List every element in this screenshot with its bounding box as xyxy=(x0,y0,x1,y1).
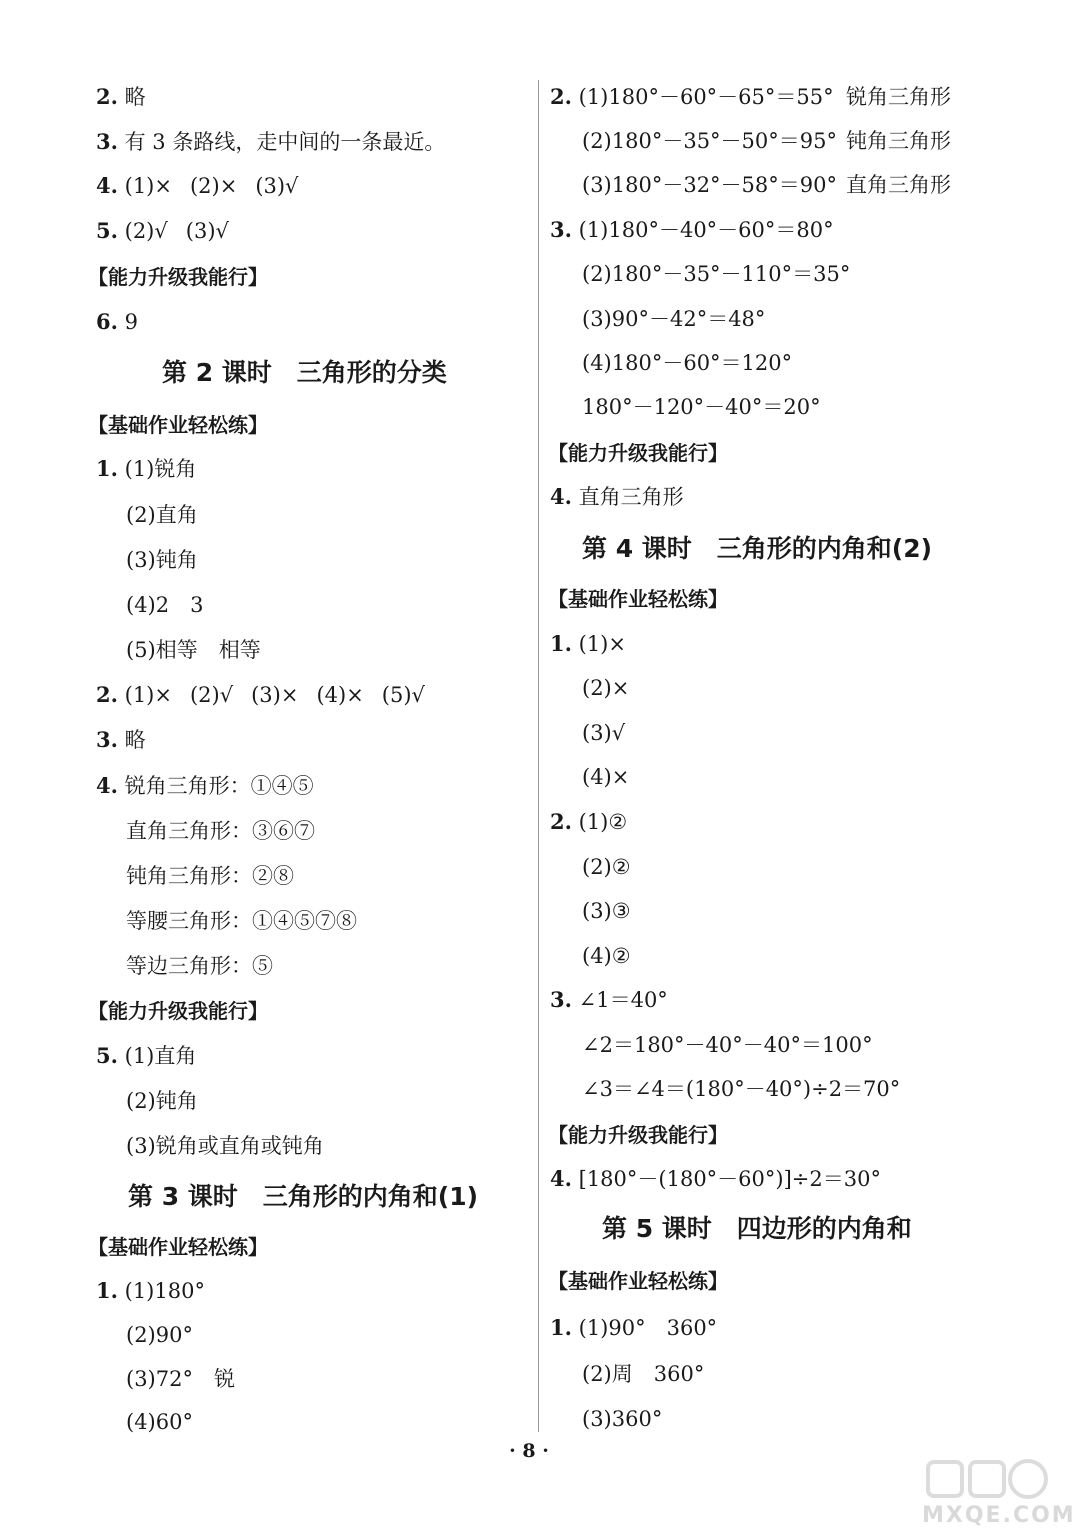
item-number: 6. xyxy=(96,309,118,334)
answer-subitem: (2)② xyxy=(582,855,631,879)
item-number: 2. xyxy=(96,682,118,707)
answer-item xyxy=(96,171,298,201)
answer-subitem: (3)锐角或直角或钝角 xyxy=(126,1134,324,1158)
answer-item xyxy=(550,1164,881,1194)
item-text: 锐角三角形：①④⑤ xyxy=(124,774,314,798)
lesson-title: 第 3 课时 三角形的内角和(1) xyxy=(128,1182,479,1211)
item-number: 5. xyxy=(96,1043,118,1068)
answer-subitem: (3)360° xyxy=(582,1407,663,1431)
answer-subitem: 直角三角形：③⑥⑦ xyxy=(126,819,315,843)
item-number: 1. xyxy=(550,1315,572,1340)
answer-item xyxy=(96,1276,205,1306)
answer-subitem: (4)2 3 xyxy=(126,593,204,617)
answer-subitem: (3)72° 锐 xyxy=(126,1367,235,1391)
answer-subitem: (2)周 360° xyxy=(582,1362,705,1386)
answer-subitem: (5)相等 相等 xyxy=(126,638,261,662)
answer-subitem: (4)② xyxy=(582,944,631,968)
lesson-title: 第 5 课时 四边形的内角和 xyxy=(602,1214,912,1243)
item-text: ∠1＝40° xyxy=(578,988,668,1012)
answer-subitem: (2)180°－35°－50°＝95° xyxy=(582,129,837,153)
answer-item xyxy=(550,482,684,512)
answer-subitem: ∠2＝180°－40°－40°＝100° xyxy=(582,1033,873,1057)
item-part: (1)× xyxy=(124,683,172,707)
item-part: (1)× xyxy=(124,174,172,198)
section-heading: 【基础作业轻松练】 xyxy=(88,413,268,437)
answer-subitem: ∠3＝∠4＝(180°－40°)÷2＝70° xyxy=(582,1077,901,1101)
item-number: 1. xyxy=(96,456,118,481)
item-part: (2)√ xyxy=(189,683,234,707)
section-heading: 【基础作业轻松练】 xyxy=(88,1235,268,1259)
item-number: 1. xyxy=(550,631,572,656)
answer-subitem: 180°－120°－40°＝20° xyxy=(582,395,821,419)
watermark-icon xyxy=(922,1456,1052,1506)
item-number: 1. xyxy=(96,1278,118,1303)
answer-subitem: (2)90° xyxy=(126,1323,193,1347)
lesson-title: 第 2 课时 三角形的分类 xyxy=(162,358,447,387)
answer-item xyxy=(96,454,196,484)
answer-item xyxy=(96,771,314,801)
answer-item xyxy=(550,82,834,112)
answer-note: 锐角三角形 xyxy=(846,85,951,109)
item-text: 有 3 条路线，走中间的一条最近。 xyxy=(124,130,446,154)
section-heading: 【能力升级我能行】 xyxy=(548,441,728,465)
item-text: (1)× xyxy=(578,632,626,656)
item-text: (1)直角 xyxy=(124,1044,197,1068)
item-number: 3. xyxy=(550,987,572,1012)
answer-subitem: 等边三角形：⑤ xyxy=(126,954,273,978)
item-text: (1)锐角 xyxy=(124,457,197,481)
answer-subitem: 等腰三角形：①④⑤⑦⑧ xyxy=(126,909,357,933)
answer-note: 钝角三角形 xyxy=(846,129,951,153)
item-text: 略 xyxy=(124,728,146,752)
answer-subitem: (3)钝角 xyxy=(126,548,198,572)
answer-item xyxy=(550,629,626,659)
item-text: 略 xyxy=(124,85,146,109)
item-number: 2. xyxy=(550,809,572,834)
answer-item xyxy=(550,1313,717,1343)
item-part: (4)× xyxy=(316,683,364,707)
item-text: 直角三角形 xyxy=(578,485,684,509)
answer-subitem: (4)60° xyxy=(126,1410,193,1434)
answer-subitem: (2)钝角 xyxy=(126,1089,198,1113)
page-number: · 8 · xyxy=(509,1440,549,1462)
item-text: [180°－(180°－60°)]÷2＝30° xyxy=(578,1167,881,1191)
column-divider xyxy=(538,80,539,1432)
answer-item xyxy=(96,82,146,112)
answer-item xyxy=(96,307,138,337)
answer-subitem: (3)180°－32°－58°＝90° xyxy=(582,173,837,197)
item-text: (1)180° xyxy=(124,1279,205,1303)
item-part: (2)× xyxy=(189,174,238,198)
item-number: 4. xyxy=(550,1166,572,1191)
item-number: 4. xyxy=(96,773,118,798)
answer-note: 直角三角形 xyxy=(846,173,951,197)
answer-subitem: (4)180°－60°＝120° xyxy=(582,351,793,375)
lesson-title: 第 4 课时 三角形的内角和(2) xyxy=(582,534,933,563)
answer-subitem: (2)180°－35°－110°＝35° xyxy=(582,262,851,286)
answer-item xyxy=(550,807,627,837)
watermark-logo xyxy=(922,1456,1076,1528)
answer-subitem: 钝角三角形：②⑧ xyxy=(126,864,294,888)
item-text: (1)90° 360° xyxy=(578,1316,718,1340)
item-part: (1)180°－60°－65°＝55° xyxy=(578,85,834,109)
item-number: 3. xyxy=(96,129,118,154)
answer-subitem: (3)√ xyxy=(582,721,626,745)
answer-item xyxy=(96,680,425,710)
answer-subitem: (2)× xyxy=(582,676,630,700)
answer-item xyxy=(96,1041,196,1071)
section-heading: 【能力升级我能行】 xyxy=(548,1123,728,1147)
item-text: 9 xyxy=(124,310,138,334)
section-heading: 【基础作业轻松练】 xyxy=(548,1269,728,1293)
item-part: (3)× xyxy=(251,683,299,707)
item-number: 2. xyxy=(96,84,118,109)
answer-item xyxy=(96,127,445,157)
section-heading: 【基础作业轻松练】 xyxy=(548,587,728,611)
answer-subitem: (3)③ xyxy=(582,899,631,923)
item-number: 5. xyxy=(96,218,118,243)
item-part: (2)√ xyxy=(124,219,168,243)
item-text: (1)180°－40°－60°＝80° xyxy=(578,218,834,242)
item-number: 3. xyxy=(96,727,118,752)
item-part: (3)√ xyxy=(255,174,299,198)
item-part: (3)√ xyxy=(185,219,229,243)
watermark-text: MXQE.COM xyxy=(922,1503,1076,1528)
answer-item xyxy=(96,725,146,755)
item-number: 4. xyxy=(96,173,118,198)
item-number: 2. xyxy=(550,84,572,109)
answer-item xyxy=(550,985,668,1015)
item-part: (5)√ xyxy=(381,683,425,707)
item-number: 4. xyxy=(550,484,572,509)
section-heading: 【能力升级我能行】 xyxy=(88,265,268,289)
answer-subitem: (3)90°－42°＝48° xyxy=(582,307,766,331)
section-heading: 【能力升级我能行】 xyxy=(88,999,268,1023)
answer-subitem: (2)直角 xyxy=(126,503,198,527)
answer-item xyxy=(550,215,834,245)
answer-subitem: (4)× xyxy=(582,765,630,789)
answer-item xyxy=(96,216,229,246)
item-number: 3. xyxy=(550,217,572,242)
item-text: (1)② xyxy=(578,810,628,834)
